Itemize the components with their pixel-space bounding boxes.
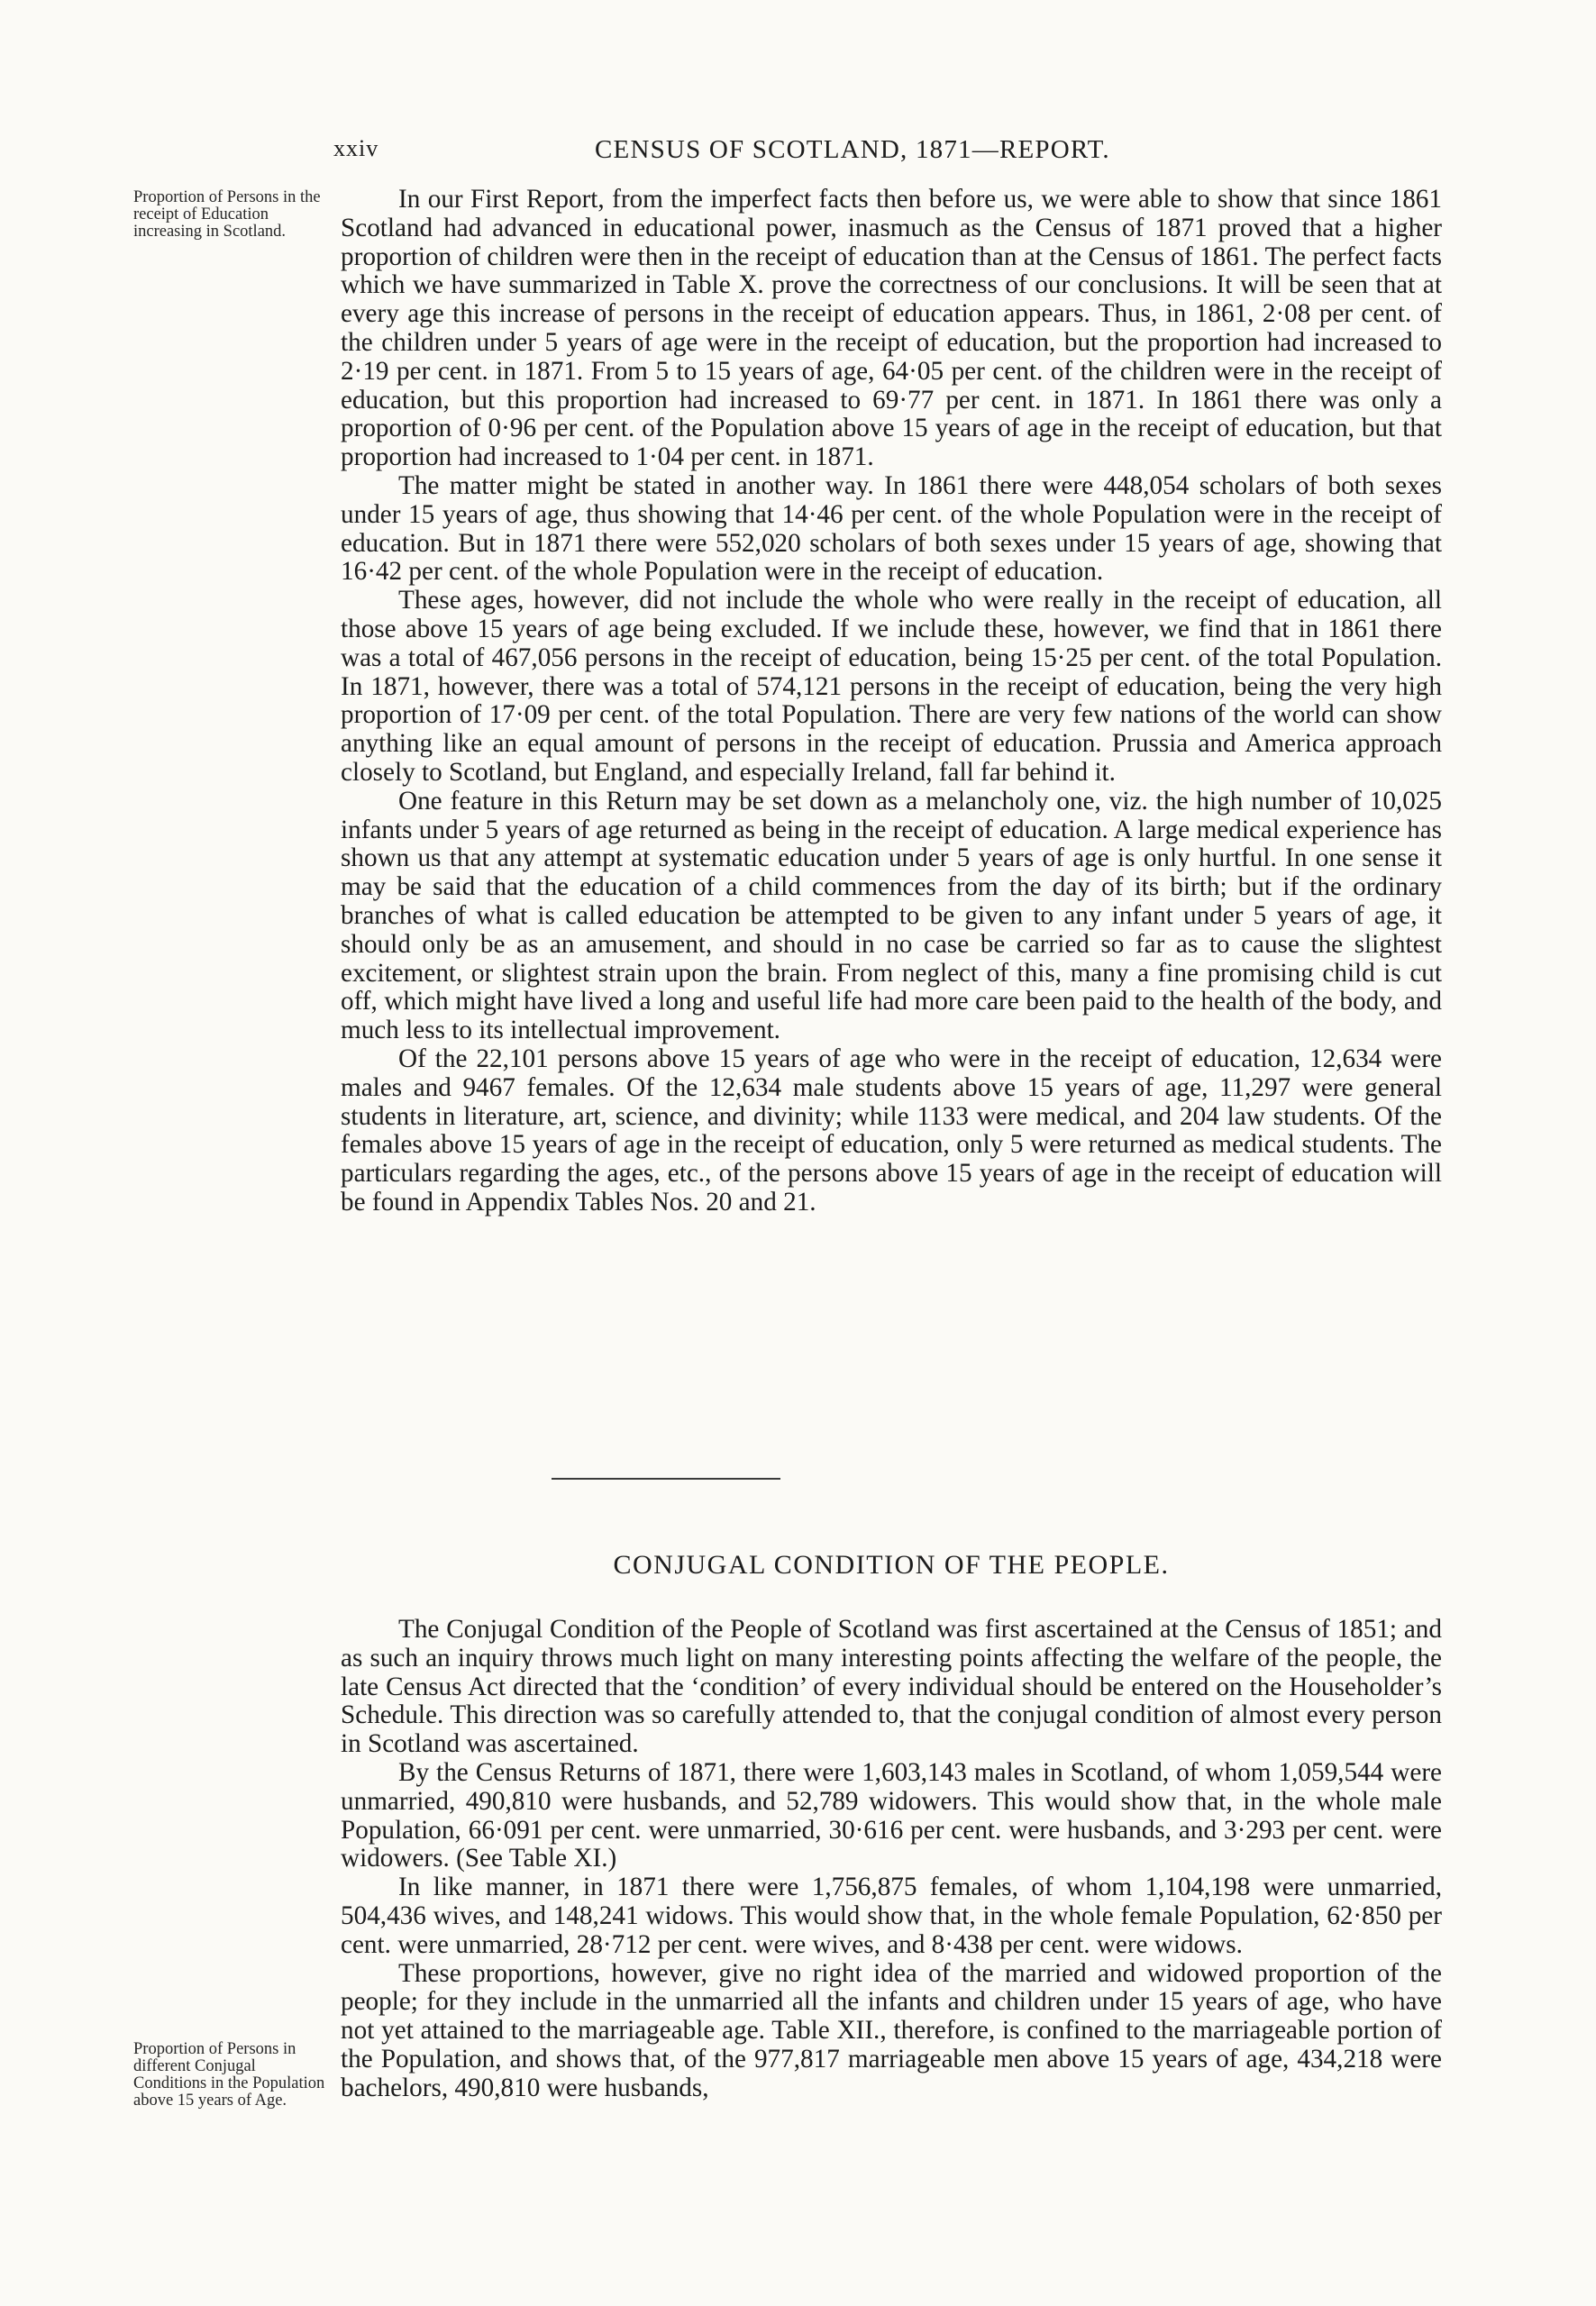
paragraph: One feature in this Return may be set down as a melancholy one, viz. the high number of 10,025 infants under 5 years of age returned as being in the receipt of education. A large medical experience has shown us that any attempt at systematic education under 5 years of age is only hurtful. In one sense it may be said that the education of a child commences from the day of its birth; but if the ordinary branches of what is called education be attempted to be given to any infant under 5 years of age, it should only be as an amusement, and should in no case be carried so far as to cause the slightest excitement, or slightest strain upon the brain. From neglect of this, many a fine promising child is cut off, which might have lived a long and useful life had more care been paid to the health of the body, and much less to its intellectual improvement. xyxy=(341,786,1442,1045)
education-section xyxy=(341,186,1442,1217)
running-title: CENSUS OF SCOTLAND, 1871—REPORT. xyxy=(595,135,1110,164)
paragraph: Of the 22,101 persons above 15 years of age who were in the receipt of education, 12,634 were males and 9467 females. Of the 12,634 male students above 15 years of age, 11,297 were general students in literature, art, science, and divinity; while 1133 were medical, and 204 law students. Of the females above 15 years of age in the receipt of education, only 5 were returned as medical students. The particulars regarding the ages, etc., of the persons above 15 years of age in the receipt of education will be found in Appendix Tables Nos. 20 and 21. xyxy=(341,1044,1442,1217)
paragraph: The Conjugal Condition of the People of Scotland was first ascertained at the Census of 1851; and as such an inquiry throws much light on many interesting points affecting the welfare of the people, the late Census Act directed that the ‘condition’ of every individual should be entered on the Householder’s Schedule. This direction was so carefully attended to, that the conjugal condition of almost every person in Scotland was ascertained. xyxy=(341,1615,1442,1759)
paragraph: The matter might be stated in another way. In 1861 there were 448,054 scholars of both sexes under 15 years of age, thus showing that 14·46 per cent. of the whole Population were in the receipt of education. But in 1871 there were 552,020 scholars of both sexes under 15 years of age, showing that 16·42 per cent. of the whole Population were in the receipt of education. xyxy=(341,470,1442,587)
section-divider xyxy=(552,1478,780,1480)
sidenote-education: Proportion of Persons in the receipt of Education increasing in Scotland. xyxy=(133,188,321,241)
paragraph: In like manner, in 1871 there were 1,756,875 females, of whom 1,104,198 were unmarried, 504,436 wives, and 148,241 widows. This would show that, in the whole female Population, 62·850 per cent. were unmarried, 28·712 per cent. were wives, and 8·438 per cent. were widows. xyxy=(341,1873,1442,1959)
paragraph: In our First Report, from the imperfect facts then before us, we were able to show that since 1861 Scotland had advanced in educational power, inasmuch as the Census of 1871 proved that a higher proportion of children were then in the receipt of education than at the Census of 1861. The perfect facts which we have summarized in Table X. prove the correctness of our conclusions. It will be seen that at every age this increase of persons in the receipt of education appears. Thus, in 1861, 2·08 per cent. of the children under 5 years of age were in the receipt of education, but the proportion had increased to 2·19 per cent. in 1871. From 5 to 15 years of age, 64·05 per cent. of the children were in the receipt of education, but this proportion had increased to 69·77 per cent. in 1871. In 1861 there was only a proportion of 0·96 per cent. of the Population above 15 years of age in the receipt of education, but that proportion had increased to 1·04 per cent. in 1871. xyxy=(341,185,1442,472)
paragraph: These ages, however, did not include the whole who were really in the receipt of education, all those above 15 years of age being excluded. If we include these, however, we find that in 1861 there was a total of 467,056 persons in the receipt of education, being 15·25 per cent. of the total Population. In 1871, however, there was a total of 574,121 persons in the receipt of education, being the very high proportion of 17·09 per cent. of the total Population. There are very few nations of the world can show anything like an equal amount of persons in the receipt of education. Prussia and America approach closely to Scotland, but England, and especially Ireland, fall far behind it. xyxy=(341,586,1442,787)
conjugal-section xyxy=(341,1616,1442,2103)
section-heading: CONJUGAL CONDITION OF THE PEOPLE. xyxy=(613,1550,1170,1580)
running-header xyxy=(324,135,1442,171)
paragraph: By the Census Returns of 1871, there were 1,603,143 males in Scotland, of whom 1,059,544 were unmarried, 490,810 were husbands, and 52,789 widowers. This would show that, in the whole male Population, 66·091 per cent. were unmarried, 30·616 per cent. were husbands, and 3·293 per cent. were widowers. (See Table XI.) xyxy=(341,1757,1442,1873)
page-number: xxiv xyxy=(333,135,379,161)
sidenote-conjugal-proportion: Proportion of Persons in different Conjugal Conditions in the Population above 15 years of Age. xyxy=(133,2040,325,2110)
paragraph: These proportions, however, give no right idea of the married and widowed proportion of the people; for they include in the unmarried all the infants and children under 15 years of age, who have not yet attained to the marriageable age. Table XII., therefore, is confined to the marriageable portion of the Population, and shows that, of the 977,817 marriageable men above 15 years of age, 434,218 were bachelors, 490,810 were husbands, xyxy=(341,1958,1442,2102)
